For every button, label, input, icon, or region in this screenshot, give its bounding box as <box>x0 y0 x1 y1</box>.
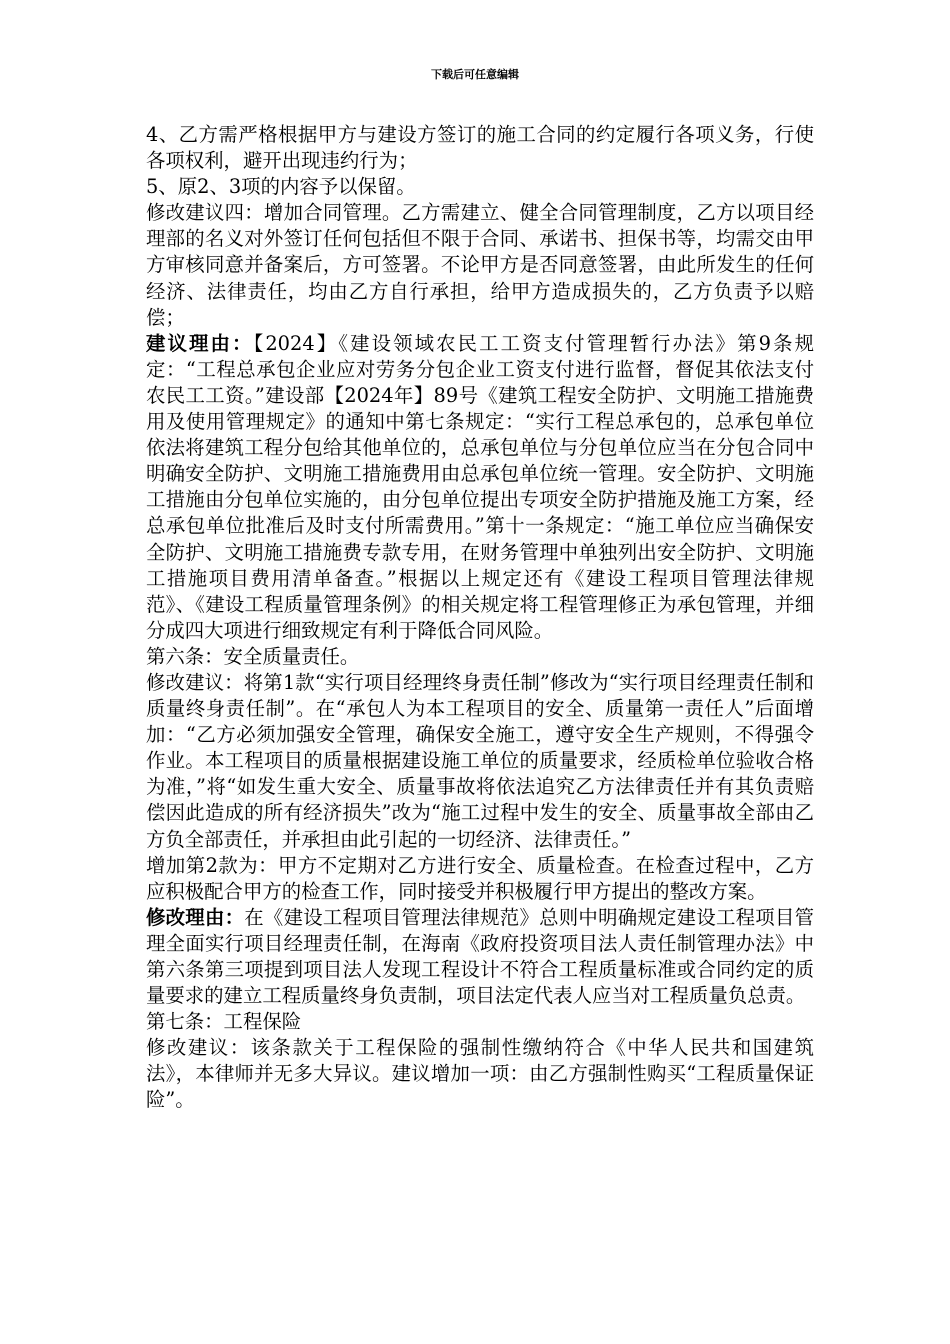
paragraph <box>146 200 814 330</box>
paragraph <box>146 1009 814 1035</box>
page-header: 下载后可任意编辑 <box>431 68 519 81</box>
paragraph <box>146 905 814 1009</box>
paragraph <box>146 670 814 853</box>
paragraph <box>146 174 814 200</box>
paragraph-text: 增加第2款为：甲方不定期对乙方进行安全、质量检查。在检查过程中，乙方应积极配合甲方的检查工作，同时接受并积极履行甲方提出的整改方案。 <box>146 853 814 903</box>
paragraph <box>146 644 814 670</box>
paragraph <box>146 331 814 644</box>
document-body <box>146 122 814 1114</box>
paragraph-text: 5、原2、3项的内容予以保留。 <box>146 175 416 199</box>
paragraph <box>146 1035 814 1113</box>
paragraph <box>146 122 814 174</box>
paragraph-text: 修改建议四：增加合同管理。乙方需建立、健全合同管理制度，乙方以项目经理部的名义对外签订任何包括但不限于合同、承诺书、担保书等，均需交由甲方审核同意并备案后，方可签署。不论甲方是否同意签署，由此所发生的任何经济、法律责任，均由乙方自行承担，给甲方造成损失的，乙方负责予以赔偿； <box>146 201 814 329</box>
paragraph-text: 第七条：工程保险 <box>146 1010 302 1034</box>
paragraph-text: 4、乙方需严格根据甲方与建设方签订的施工合同的约定履行各项义务，行使各项权利，避开出现违约行为； <box>146 123 814 173</box>
paragraph-lead: 修改理由： <box>146 905 245 929</box>
paragraph <box>146 853 814 905</box>
paragraph-text: 【2024】《建设领域农民工工资支付管理暂行办法》第9条规定：“工程总承包企业应对劳务分包企业工资支付进行监督，督促其依法支付农民工工资。”建设部【2024年】89号《建筑工程安全防护、文明施工措施费用及使用管理规定》的通知中第七条规定：“实行工程总承包的，总承包单位依法将建筑工程分包给其他单位的，总承包单位与分包单位应当在分包合同中明确安全防护、文明施工措施费用由总承包单位统一管理。安全防护、文明施工措施由分包单位实施的，由分包单位提出专项安全防护措施及施工方案，经总承包单位批准后及时支付所需费用。”第十一条规定：“施工单位应当确保安全防护、文明施工措施费专款专用，在财务管理中单独列出安全防护、文明施工措施项目费用清单备查。”根据以上规定还有《建设工程项目管理法律规范》、《建设工程质量管理条例》的相关规定将工程管理修正为承包管理，并细分成四大项进行细致规定有利于降低合同风险。 <box>146 331 814 642</box>
paragraph-text: 在《建设工程项目管理法律规范》总则中明确规定建设工程项目管理全面实行项目经理责任制，在海南《政府投资项目法人责任制管理办法》中第六条第三项提到项目法人发现工程设计不符合工程质量标准或合同约定的质量要求的建立工程质量终身负责制，项目法定代表人应当对工程质量负总责。 <box>146 905 815 1008</box>
paragraph-lead: 建议理由： <box>146 331 254 355</box>
paragraph-text: 第六条：安全质量责任。 <box>146 644 360 668</box>
paragraph-text: 修改建议：将第1款“实行项目经理终身责任制”修改为“实行项目经理责任制和质量终身责任制”。在“承包人为本工程项目的安全、质量第一责任人”后面增加：“乙方必须加强安全管理，确保安全施工，遵守安全生产规则，不得强令作业。本工程项目的质量根据建设施工单位的质量要求，经质检单位验收合格为准，”将“如发生重大安全、质量事故将依法追究乙方法律责任并有其负责赔偿因此造成的所有经济损失”改为“施工过程中发生的安全、质量事故全部由乙方负全部责任，并承担由此引起的一切经济、法律责任。” <box>146 670 814 851</box>
paragraph-text: 修改建议：该条款关于工程保险的强制性缴纳符合《中华人民共和国建筑法》，本律师并无多大异议。建议增加一项：由乙方强制性购买“工程质量保证险”。 <box>146 1036 814 1112</box>
